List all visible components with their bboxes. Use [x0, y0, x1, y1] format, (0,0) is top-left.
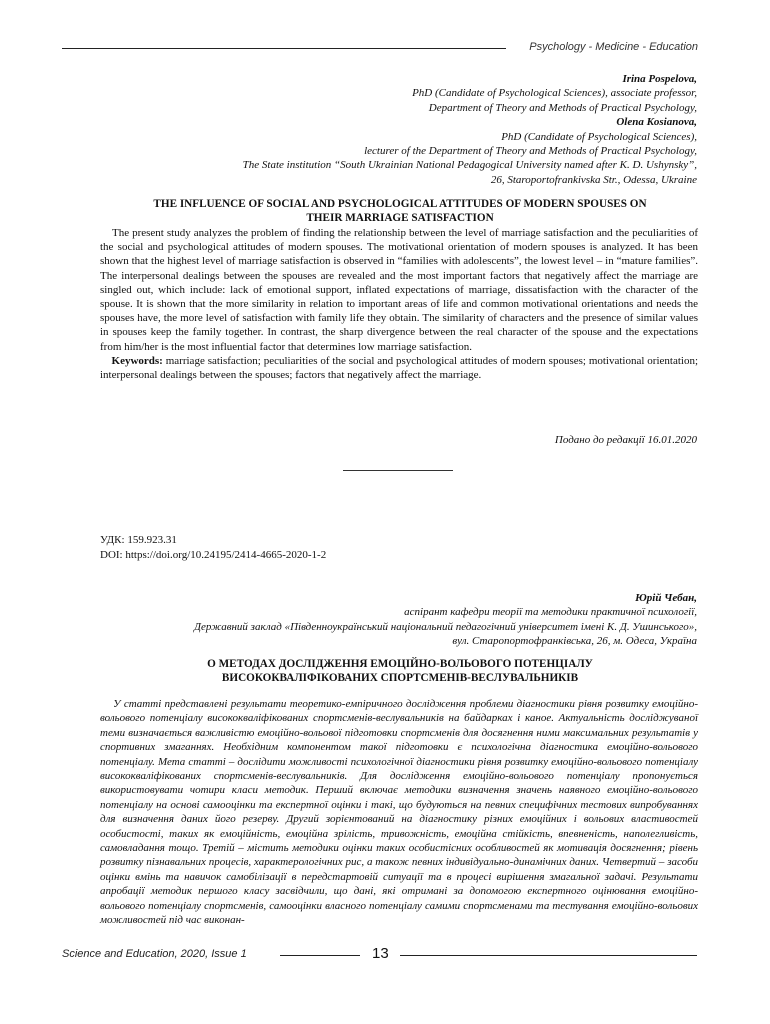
author-affiliation: 26, Staroportofrankivska Str., Odessa, Ukraine — [490, 173, 697, 186]
abstract-text — [100, 226, 698, 354]
author-affiliation: lecturer of the Department of Theory and Methods of Practical Psychology, — [364, 145, 697, 158]
article2-identifiers — [100, 533, 326, 562]
header-rule — [62, 48, 506, 49]
abstract-body: У статті представлені результати теоретико-емпіричного дослідження проблеми діагностики рівня розвитку емоційно-вольового потенціалу висококваліфікованих спортсменів-веслувальників на байдарках і каное. Актуальність досліджуваної теми визначається важливістю емоційно-вольової підготовки спортсменів для досягнення ними максимальних результатів у спортивних змаганнях. Необхідним компонентом такої підготовки є психологічна діагностика емоційно-вольового потенціалу. Мета статті – дослідити можливості психологічної діагностики рівня розвитку емоційно-вольового потенціалу висококваліфікованих спортсменів-веслувальників. Для дослідження емоційно-вольового потенціалу пропонується використовувати чотири класи методик. Перший включає методики визначення значень наявного емоційно-вольового потенціалу на основі самооцінки та експертної оцінки і такі, що будуються на певних специфічних тестових випробуваннях для визначення даних його резерву. Другий зорієнтований на діагностику різних емоційних і вольових властивостей особистості, таких як емоційність, емоційна зрілість, тривожність, емоційна стійкість, впевненість, наполегливість, самовладання тощо. Третій – містить методики оцінки таких особистісних особливостей як мотивація досягнення; рівень розвитку пізнавальних процесів, характерологічних рис, а також певних індивідуально-динамічних даних. Четвертий – засоби оцінки вмінь та навичок самобілізації в передстартовій ситуації та в процесі вирішення змагальної задачі. Результати апробації методик першого класу засвідчили, що дані, які отримані за допомогою експертного оцінювання емоційно-вольового потенціалу спортсменів, самооцінки власного потенціалу самими спортсменами та тестування емоційно-вольових можливостей під час виконан- — [100, 698, 698, 927]
title-line: ВИСОКОКВАЛІФІКОВАНИХ СПОРТСМЕНІВ-ВЕСЛУВАЛЬНИКІВ — [221, 671, 579, 684]
author-name: Olena Kosianova, — [616, 116, 697, 129]
article1-title — [100, 198, 700, 225]
doi: DOI: https://doi.org/10.24195/2414-4665-2020-1-2 — [100, 548, 327, 561]
author-affiliation: PhD (Candidate of Psychological Sciences), associate professor, — [412, 87, 697, 100]
footer-journal: Science and Education, 2020, Issue 1 — [62, 948, 247, 960]
article2-abstract — [100, 697, 698, 928]
keywords-label: Keywords: — [111, 354, 163, 367]
article2-authors — [77, 591, 697, 649]
title-line: THEIR MARRIAGE SATISFACTION — [306, 211, 494, 224]
udk: УДК: 159.923.31 — [100, 534, 177, 546]
separator-line — [343, 470, 453, 471]
author-affiliation: The State institution “South Ukrainian National Pedagogical University named after K. D. Ushynsky”, — [242, 159, 697, 172]
title-line: THE INFLUENCE OF SOCIAL AND PSYCHOLOGICAL ATTITUDES OF MODERN SPOUSES ON — [153, 198, 647, 210]
author-affiliation: аспірант кафедри теорії та методики практичної психології, — [404, 606, 697, 619]
article2-title — [100, 658, 700, 685]
journal-section: Psychology - Medicine - Education — [529, 41, 698, 53]
author-affiliation: Державний заклад «Південноукраїнський національний педагогічний університет імені К. Д. Ушинського», — [194, 620, 697, 633]
article1-authors — [77, 72, 697, 187]
author-affiliation: вул. Старопортофранківська, 26, м. Одеса, Україна — [452, 635, 697, 648]
author-affiliation: Department of Theory and Methods of Practical Psychology, — [428, 101, 697, 114]
keywords — [100, 354, 698, 382]
abstract-body: The present study analyzes the problem of finding the relationship between the level of marriage satisfaction and the peculiarities of the social and psychological attitudes of modern spouses. The motivational orientation of modern spouses is analyzed. It has been shown that the highest level of marriage satisfaction is observed in “families with adolescents”, the lowest level – in “mature families”. The interpersonal dealings between the spouses are revealed and the most important factors that negatively affect the marriage are singled out, which include: lack of emotional support, inflated expectations of marriage, dissatisfaction with the character of the spouse. It is shown that the more similarity in relation to important areas of life and common motivational orientations and needs the spouses have, the more level of satisfaction with family life they obtain. The similarity of characters and the presence of similar values in spouses keep the family together. In contrast, the sharp divergence between the real character of the spouse and the expectations from him/her is the most influential factor that determines low marriage satisfaction. — [100, 227, 698, 353]
article1-abstract — [100, 226, 698, 382]
author-affiliation: PhD (Candidate of Psychological Sciences), — [501, 130, 697, 143]
keywords-text: marriage satisfaction; peculiarities of the social and psychological attitudes of modern spouses; motivational orientation; interpersonal dealings between the spouses; factors that negatively affect the marriage. — [100, 354, 699, 382]
submitted-date: Подано до редакції 16.01.2020 — [554, 434, 697, 446]
author-name: Юрій Чебан, — [635, 592, 697, 604]
title-line: О МЕТОДАХ ДОСЛІДЖЕННЯ ЕМОЦІЙНО-ВОЛЬОВОГО ПОТЕНЦІАЛУ — [207, 658, 593, 670]
author-name: Irina Pospelova, — [622, 73, 697, 85]
footer-rule — [280, 955, 360, 956]
footer-rule — [400, 955, 697, 956]
page-number: 13 — [372, 945, 389, 962]
